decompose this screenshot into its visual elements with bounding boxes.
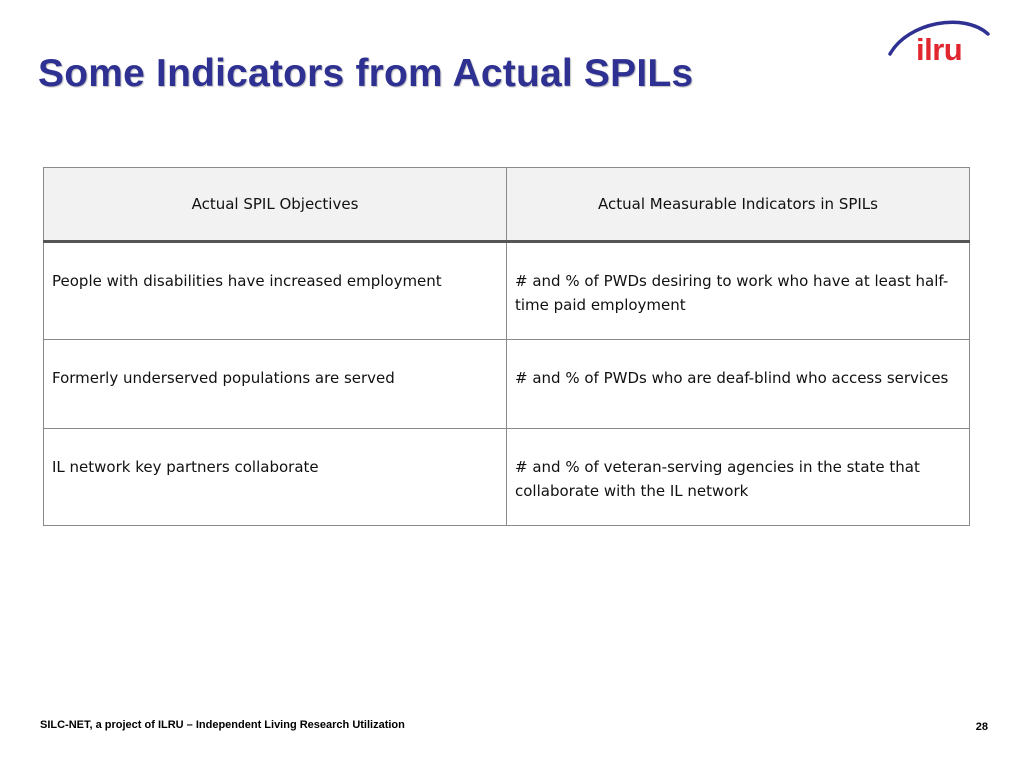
footer-text: SILC-NET, a project of ILRU – Independent Living Research Utilization [40, 719, 405, 731]
objective-cell: Formerly underserved populations are served [44, 340, 507, 429]
logo-text: ilru [916, 32, 963, 67]
indicator-cell: # and % of PWDs desiring to work who have at least half-time paid employment [507, 242, 970, 340]
column-header-objectives: Actual SPIL Objectives [44, 168, 507, 242]
objective-cell: People with disabilities have increased employment [44, 242, 507, 340]
ilru-logo [886, 14, 992, 76]
indicator-cell: # and % of PWDs who are deaf-blind who access services [507, 340, 970, 429]
objective-cell: IL network key partners collaborate [44, 429, 507, 526]
table-row [44, 340, 970, 429]
slide-title: Some Indicators from Actual SPILs [38, 52, 694, 95]
column-header-indicators: Actual Measurable Indicators in SPILs [507, 168, 970, 242]
indicators-table [43, 167, 970, 526]
table-header-row [44, 168, 970, 242]
table-row [44, 429, 970, 526]
indicator-cell: # and % of veteran-serving agencies in the state that collaborate with the IL network [507, 429, 970, 526]
table-row [44, 242, 970, 340]
page-number: 28 [975, 721, 988, 733]
